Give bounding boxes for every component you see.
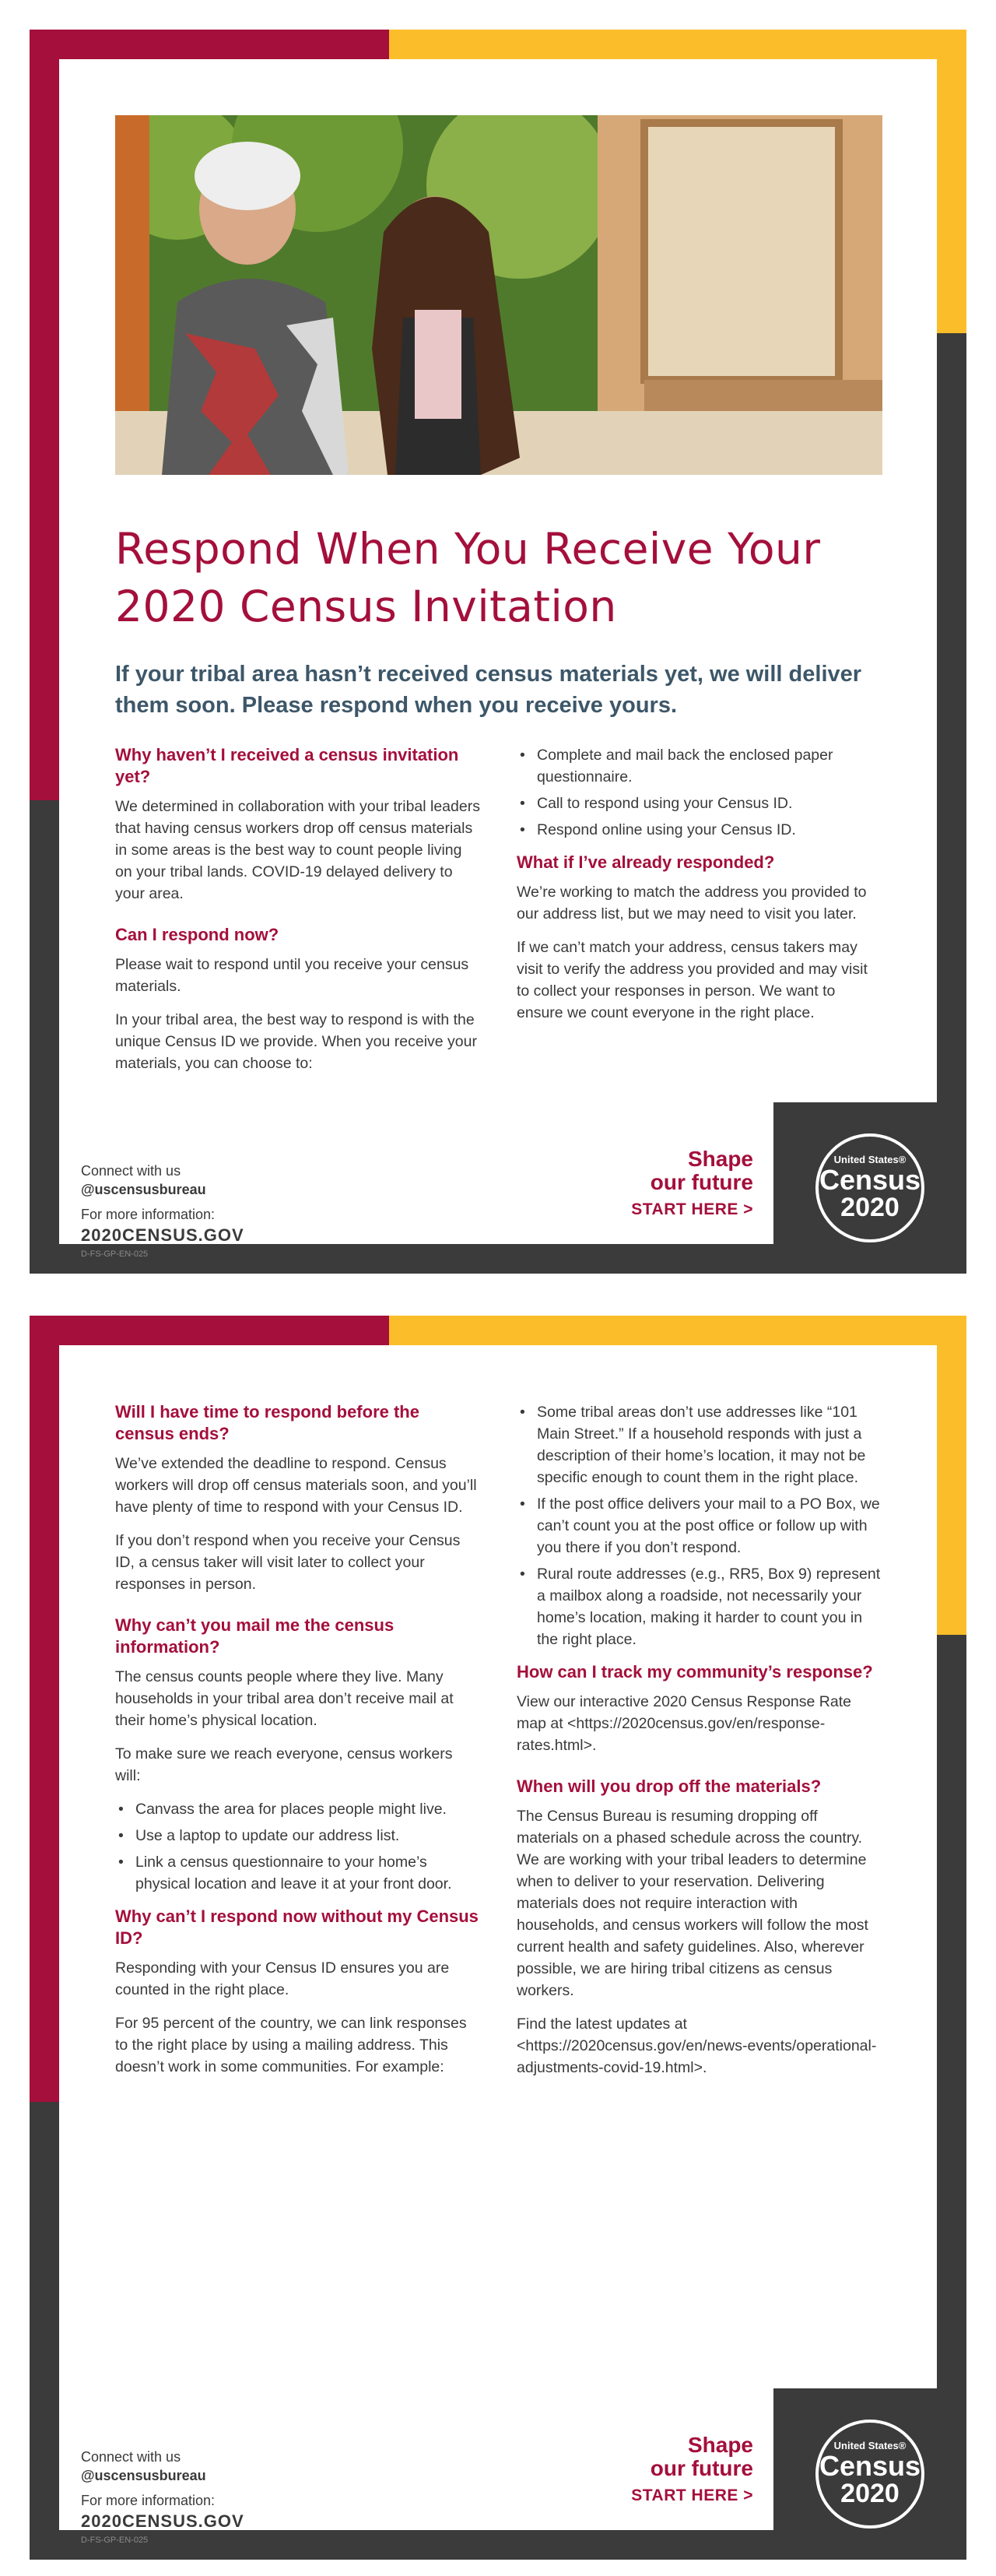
document-id: D-FS-GP-EN-025 <box>81 2536 149 2545</box>
paragraph: If you don’t respond when you receive your Census ID, a census taker will visit later to collect your responses in person. <box>115 1532 461 1593</box>
census-worker-actions-list <box>115 1798 481 1895</box>
left-column <box>115 1401 481 2089</box>
paragraph: Please wait to respond until you receive your census materials. <box>115 956 469 995</box>
photo-elder-and-girl <box>115 115 882 475</box>
frame-yellow-right <box>937 30 966 333</box>
frame-yellow-right <box>937 1316 966 1635</box>
left-column <box>115 744 481 1086</box>
examples-list <box>517 1401 882 1650</box>
connect-label: Connect with us <box>81 1163 181 1179</box>
list-item: • Canvass the area for places people might live. <box>115 1798 481 1820</box>
paragraph: The Census Bureau is resuming dropping off materials on a phased schedule across the country. We are working with your tribal leaders to determine when to deliver to your reservation. Delivering materials does not require interaction with households, and census workers will follow the most current health and safety guidelines. Also, wherever possible, we are hiring tribal citizens as census workers. <box>517 1808 868 1999</box>
list-item: • If the post office delivers your mail to a PO Box, we can’t count you at the post office or follow up with you there if you don’t respond. <box>517 1493 882 1559</box>
slogan-line-1: Shape <box>687 1147 753 1171</box>
heading-time-to-respond: Will I have time to respond before the census ends? <box>115 1402 419 1443</box>
list-item: • Link a census questionnaire to your home’s physical location and leave it at your front door. <box>115 1851 481 1895</box>
footer <box>30 2388 966 2560</box>
social-handle-link[interactable]: @uscensusbureau <box>81 1182 206 1197</box>
list-item: • Rural route addresses (e.g., RR5, Box 9) represent a mailbox along a roadside, not necessarily your home’s location, making it harder to count you in the right place. <box>517 1563 882 1650</box>
census-2020-logo-icon <box>815 1133 924 1242</box>
paragraph: We determined in collaboration with your tribal leaders that having census workers drop off census materials in some areas is the best way to count people living on your tribal lands. COVID-19 delayed delivery to your area. <box>115 798 480 902</box>
slogan-line-2: our future <box>650 1170 753 1194</box>
page-title: Respond When You Receive Your 2020 Census Invitation <box>115 524 821 631</box>
website-link[interactable]: 2020CENSUS.GOV <box>81 1225 244 1245</box>
census-logo-block <box>773 1102 966 1274</box>
logo-united-states: United States® <box>833 1154 907 1165</box>
paragraph: The census counts people where they live. Many households in your tribal area don’t receive mail at their home’s physical location. <box>115 1668 454 1729</box>
heading-drop-off-materials: When will you drop off the materials? <box>517 1776 822 1796</box>
heading-why-not-received: Why haven’t I received a census invitation yet? <box>115 745 459 786</box>
frame-red-left <box>30 30 59 800</box>
paragraph: We’re working to match the address you provided to our address list, but we may need to visit you later. <box>517 884 867 923</box>
heading-why-need-census-id: Why can’t I respond now without my Census ID? <box>115 1907 479 1948</box>
social-handle-link[interactable]: @uscensusbureau <box>81 2468 206 2483</box>
list-item: • Complete and mail back the enclosed paper questionnaire. <box>517 744 882 788</box>
more-info-label: For more information: <box>81 2493 216 2508</box>
frame-red-left <box>30 1316 59 2102</box>
paragraph: We’ve extended the deadline to respond. Census workers will drop off census materials soon, and you’ll have plenty of time to respond with your Census ID. <box>115 1455 477 1516</box>
slogan-line-2: our future <box>650 2456 753 2480</box>
frame-red-top <box>30 30 389 59</box>
right-column <box>517 744 882 1035</box>
document-id: D-FS-GP-EN-025 <box>81 1249 149 1259</box>
start-here-link[interactable]: START HERE > <box>631 2486 753 2504</box>
more-info-label: For more information: <box>81 1207 216 1222</box>
paragraph: In your tribal area, the best way to respond is with the unique Census ID we provide. When you receive your materials, you can choose to: <box>115 1011 477 1072</box>
connect-label: Connect with us <box>81 2449 181 2465</box>
logo-census: Census <box>819 1164 921 1196</box>
heading-track-response: How can I track my community’s response? <box>517 1662 873 1682</box>
paragraph: For 95 percent of the country, we can link responses to the right place by using a mailing address. This doesn’t work in some communities. For example: <box>115 2015 467 2075</box>
footer-contact <box>81 2448 244 2546</box>
paragraph: Responding with your Census ID ensures you are counted in the right place. <box>115 1959 450 1998</box>
right-column <box>517 1401 882 2090</box>
logo-year: 2020 <box>840 2479 900 2508</box>
website-link[interactable]: 2020CENSUS.GOV <box>81 2511 244 2531</box>
footer <box>30 1102 966 1274</box>
page-2 <box>30 1316 966 2560</box>
census-logo-block <box>773 2388 966 2560</box>
page-subtitle: If your tribal area hasn’t received census materials yet, we will deliver them soon. Please respond when you receive yours. <box>115 662 862 718</box>
footer-contact <box>81 1161 244 1260</box>
list-item: • Use a laptop to update our address list. <box>115 1825 481 1847</box>
list-item: • Some tribal areas don’t use addresses like “101 Main Street.” If a household responds with just a description of their home’s location, it may not be specific enough to count them in the right place. <box>517 1401 882 1488</box>
shape-our-future-slogan <box>574 2434 753 2507</box>
page-1 <box>30 30 966 1274</box>
list-item: • Respond online using your Census ID. <box>517 819 882 841</box>
frame-yellow-top <box>389 30 966 59</box>
heading-already-responded: What if I’ve already responded? <box>517 852 775 872</box>
frame-yellow-top <box>389 1316 966 1345</box>
paragraph: To make sure we reach everyone, census workers will: <box>115 1745 453 1784</box>
shape-our-future-slogan <box>574 1147 753 1221</box>
census-2020-logo-icon <box>815 2420 924 2529</box>
logo-year: 2020 <box>840 1193 900 1222</box>
slogan-line-1: Shape <box>687 2433 753 2457</box>
list-item: • Call to respond using your Census ID. <box>517 792 882 814</box>
page-content <box>59 59 937 1244</box>
start-here-link[interactable]: START HERE > <box>631 1200 753 1218</box>
page-content <box>59 1345 937 2530</box>
logo-census: Census <box>819 2450 921 2482</box>
heading-can-i-respond: Can I respond now? <box>115 925 279 944</box>
paragraph-updates-link[interactable]: Find the latest updates at <https://2020census.gov/en/news-events/operational-adjustments-covid-19.html>. <box>517 2015 877 2076</box>
logo-united-states: United States® <box>833 2440 907 2451</box>
paragraph-response-rate-link[interactable]: View our interactive 2020 Census Response Rate map at <https://2020census.gov/en/response-rates.html>. <box>517 1693 851 1754</box>
paragraph: If we can’t match your address, census takers may visit to verify the address you provided and may visit to collect your responses in person. We want to ensure we count everyone in the right place. <box>517 939 868 1021</box>
hero-photo <box>115 115 882 475</box>
frame-red-top <box>30 1316 389 1345</box>
heading-why-not-mail: Why can’t you mail me the census information? <box>115 1615 395 1657</box>
response-options-list <box>517 744 882 841</box>
